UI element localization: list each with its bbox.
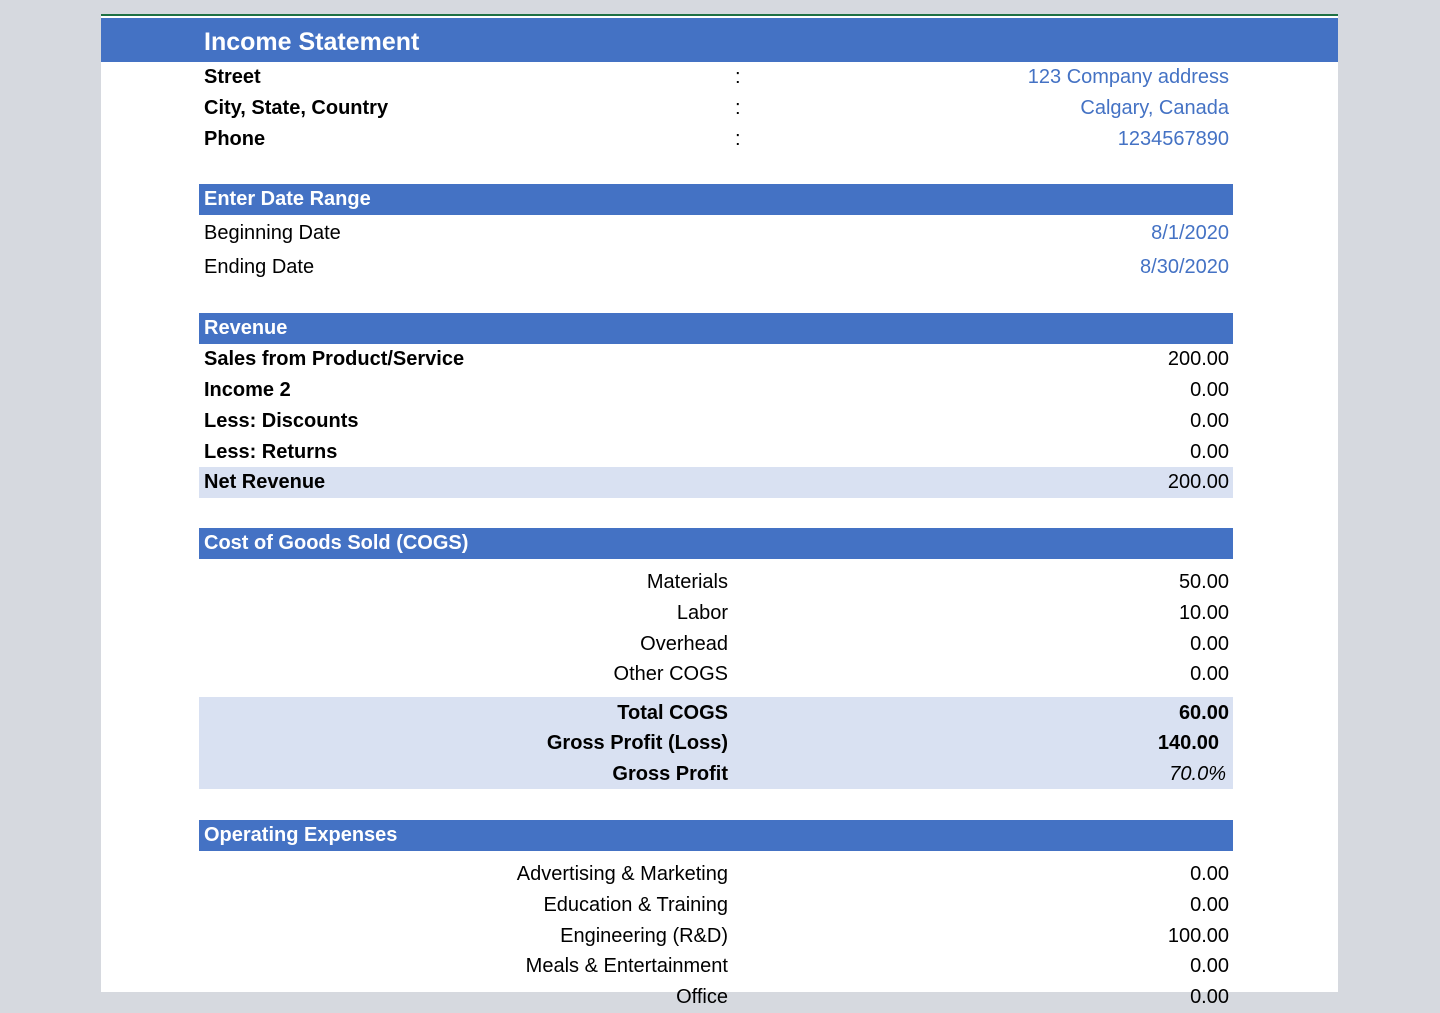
city-value[interactable]: Calgary, Canada — [1080, 97, 1229, 119]
revenue-row — [199, 375, 1233, 406]
revenue-row-value[interactable]: 0.00 — [1190, 410, 1229, 432]
cogs-header — [199, 528, 1233, 559]
opex-row-label: Education & Training — [543, 894, 728, 916]
cogs-row-label: Materials — [646, 571, 728, 593]
city-label: City, State, Country — [204, 97, 389, 119]
opex-row — [199, 859, 1233, 890]
total-cogs-value: 60.00 — [1178, 702, 1229, 724]
gross-profit-pct-value: 70.0% — [1169, 763, 1226, 785]
cogs-header-label: Cost of Goods Sold (COGS) — [204, 532, 469, 554]
revenue-row — [199, 437, 1233, 468]
cogs-row-value[interactable]: 0.00 — [1190, 633, 1229, 655]
revenue-header-label: Revenue — [204, 317, 288, 339]
phone-value[interactable]: 1234567890 — [1117, 128, 1229, 150]
opex-row-value[interactable]: 0.00 — [1190, 955, 1229, 977]
beginning-date-value[interactable]: 8/1/2020 — [1151, 222, 1229, 244]
revenue-row — [199, 344, 1233, 375]
street-value[interactable]: 123 Company address — [1027, 66, 1229, 88]
beginning-date-label: Beginning Date — [204, 222, 341, 244]
separator: : — [735, 97, 741, 119]
opex-row — [199, 921, 1233, 952]
phone-label: Phone — [204, 128, 266, 150]
gross-profit-pct-row — [199, 759, 1233, 790]
opex-row-value[interactable]: 100.00 — [1167, 925, 1229, 947]
street-row — [199, 62, 1233, 93]
cogs-row-label: Other COGS — [613, 663, 728, 685]
opex-row-label: Engineering (R&D) — [560, 925, 728, 947]
opex-row-label: Advertising & Marketing — [516, 863, 728, 885]
net-revenue-row — [199, 467, 1233, 498]
opex-row-value[interactable]: 0.00 — [1190, 863, 1229, 885]
revenue-row — [199, 406, 1233, 437]
revenue-row-label: Less: Returns — [204, 441, 338, 463]
cogs-row — [199, 598, 1233, 629]
gross-profit-label: Gross Profit (Loss) — [546, 732, 728, 754]
net-revenue-value: 200.00 — [1167, 471, 1229, 493]
income-statement-sheet — [101, 14, 1338, 1008]
opex-row-value[interactable]: 0.00 — [1190, 986, 1229, 1008]
cogs-row-value[interactable]: 10.00 — [1178, 602, 1229, 624]
opex-row — [199, 951, 1233, 982]
total-cogs-row — [199, 698, 1233, 729]
title-bar — [101, 18, 1338, 62]
street-label: Street — [204, 66, 261, 88]
net-revenue-label: Net Revenue — [204, 471, 326, 493]
revenue-row-label: Income 2 — [204, 379, 291, 401]
ending-date-row — [199, 252, 1233, 283]
phone-row — [199, 124, 1233, 155]
cogs-row — [199, 659, 1233, 690]
opex-row-label: Office — [676, 986, 728, 1008]
revenue-header — [199, 313, 1233, 344]
opex-row-value[interactable]: 0.00 — [1190, 894, 1229, 916]
opex-row — [199, 982, 1233, 1013]
gross-profit-pct-label: Gross Profit — [612, 763, 728, 785]
cogs-row-value[interactable]: 50.00 — [1178, 571, 1229, 593]
date-range-header — [199, 184, 1233, 215]
revenue-row-label: Sales from Product/Service — [204, 348, 465, 370]
city-row — [199, 93, 1233, 124]
separator: : — [735, 66, 741, 88]
revenue-row-value[interactable]: 200.00 — [1167, 348, 1229, 370]
gross-profit-value: 140.00 — [1157, 732, 1219, 754]
ending-date-label: Ending Date — [204, 256, 315, 278]
opex-header — [199, 820, 1233, 851]
beginning-date-row — [199, 218, 1233, 249]
revenue-row-value[interactable]: 0.00 — [1190, 379, 1229, 401]
cogs-row-label: Labor — [676, 602, 728, 624]
page-title: Income Statement — [204, 28, 420, 56]
opex-row — [199, 890, 1233, 921]
revenue-row-value[interactable]: 0.00 — [1190, 441, 1229, 463]
gross-profit-row — [199, 728, 1233, 759]
ending-date-value[interactable]: 8/30/2020 — [1140, 256, 1229, 278]
opex-header-label: Operating Expenses — [204, 824, 398, 846]
cogs-row — [199, 629, 1233, 660]
cogs-row — [199, 567, 1233, 598]
cogs-row-value[interactable]: 0.00 — [1190, 663, 1229, 685]
date-range-header-label: Enter Date Range — [204, 188, 371, 210]
total-cogs-label: Total COGS — [617, 702, 728, 724]
cogs-row-label: Overhead — [640, 633, 728, 655]
revenue-row-label: Less: Discounts — [204, 410, 359, 432]
separator: : — [735, 128, 741, 150]
opex-row-label: Meals & Entertainment — [525, 955, 728, 977]
